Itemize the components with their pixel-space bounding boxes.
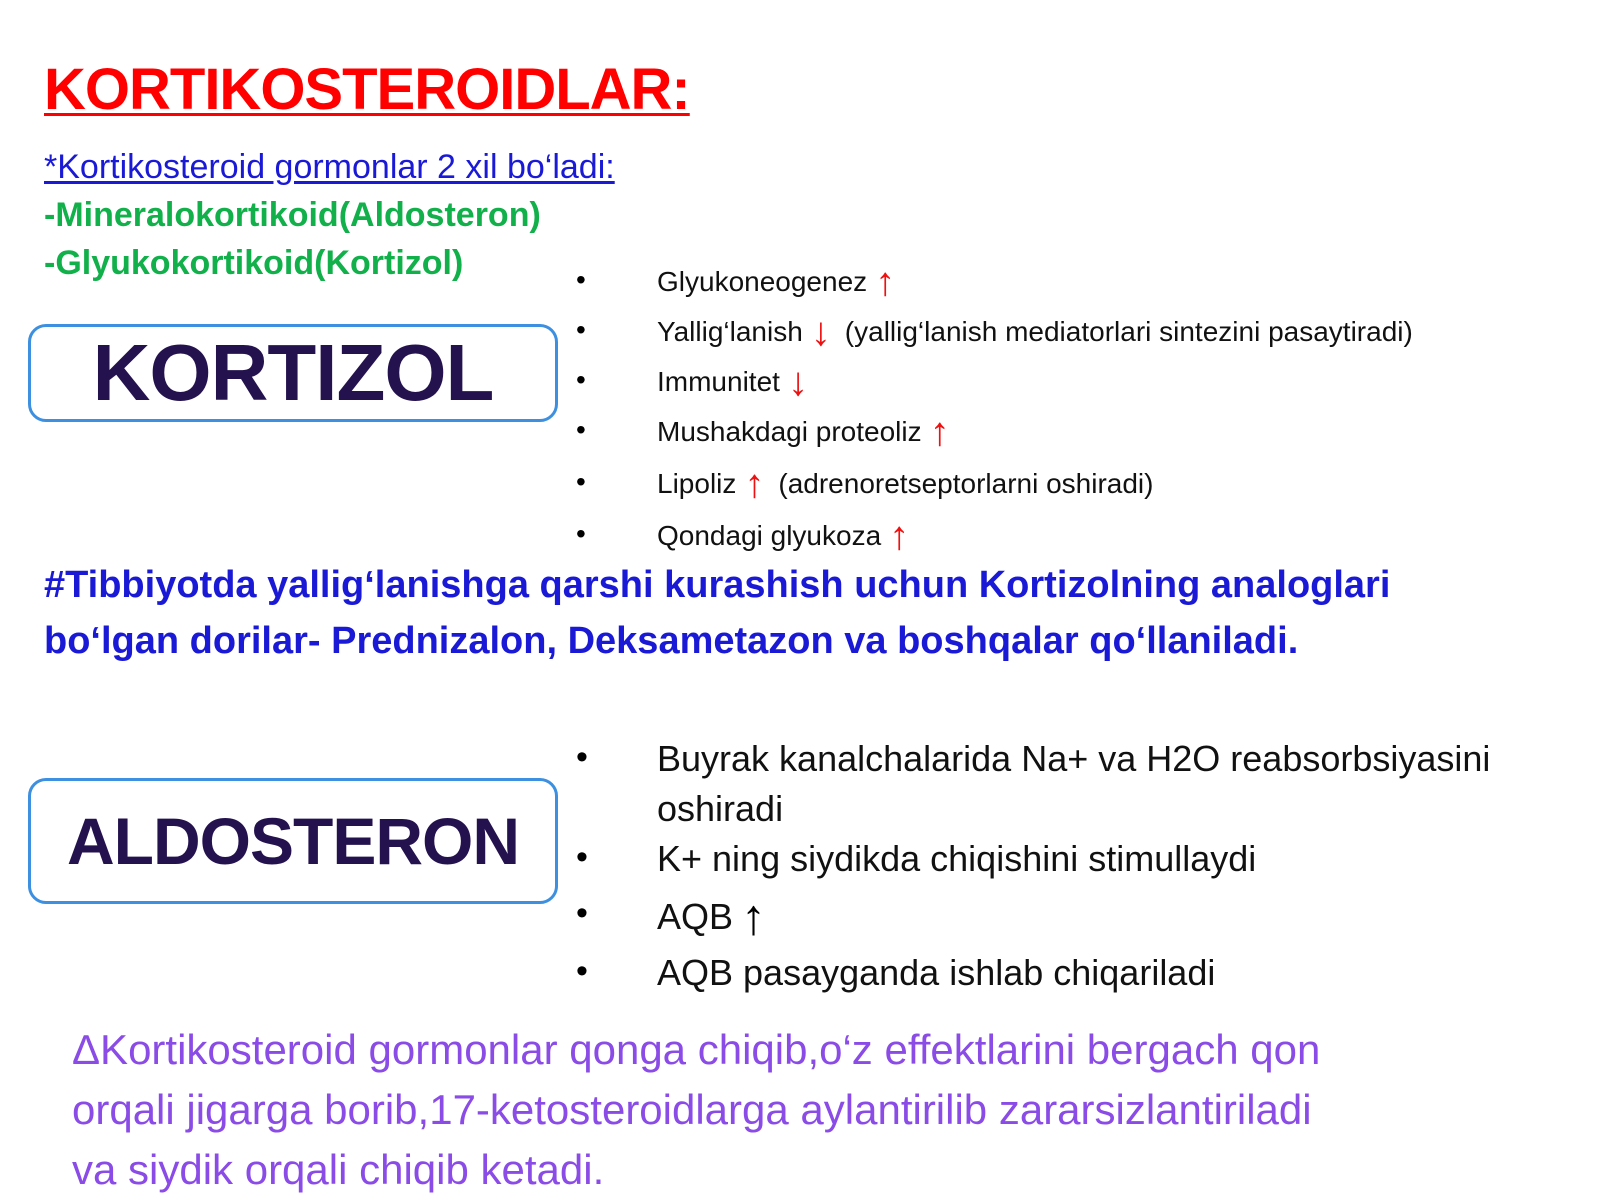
list-item [657, 412, 960, 452]
arrow-up-icon: ↑ [744, 462, 765, 506]
kortizol-box [28, 324, 558, 422]
type-mineralokortikoid: -Mineralokortikoid(Aldosteron) [44, 196, 541, 234]
effect-note: (yallig‘lanish mediatorlari sintezini pasaytiradi) [844, 316, 1413, 347]
page-title: KORTIKOSTEROIDLAR: [44, 57, 690, 122]
list-item [657, 952, 1215, 994]
bullet: • [576, 414, 586, 445]
bullet: • [576, 314, 586, 345]
effect-text: Mushakdagi proteoliz [657, 416, 922, 447]
kortizol-label: KORTIZOL [92, 328, 494, 417]
effect-text: Lipoliz [657, 468, 737, 499]
list-item [657, 464, 1153, 504]
effect-note: (adrenoretseptorlarni oshiradi) [778, 468, 1154, 499]
list-item [657, 738, 1490, 780]
footer-note-line-3: va siydik orqali chiqib ketadi. [72, 1146, 605, 1193]
effect-text: oshiradi [657, 788, 784, 829]
arrow-up-icon: ↑ [741, 889, 767, 945]
bullet: • [576, 838, 588, 876]
list-item [657, 262, 905, 302]
effect-text: Immunitet [657, 366, 780, 397]
arrow-up-icon: ↑ [929, 410, 950, 454]
footer-note-line-1: ΔKortikosteroid gormonlar qonga chiqib,o‘z effektlarini bergach qon [72, 1026, 1321, 1073]
bullet: • [576, 364, 586, 395]
effect-text: AQB [657, 896, 734, 937]
bullet: • [576, 894, 588, 932]
bullet: • [576, 518, 586, 549]
list-item [657, 362, 818, 402]
aldosteron-label: ALDOSTERON [67, 804, 519, 878]
bullet: • [576, 264, 586, 295]
effect-text: Qondagi glyukoza [657, 520, 882, 551]
list-item-continuation [657, 788, 783, 830]
aldosteron-box [28, 778, 558, 904]
arrow-up-icon: ↑ [889, 514, 910, 558]
footer-note-line-2: orqali jigarga borib,17-ketosteroidlarga aylantirilib zararsizlantiriladi [72, 1086, 1312, 1133]
bullet: • [576, 738, 588, 776]
subtitle: *Kortikosteroid gormonlar 2 xil bo‘ladi: [44, 148, 615, 186]
list-item [657, 889, 776, 945]
medicine-note-line-1: #Tibbiyotda yallig‘lanishga qarshi kurashish uchun Kortizolning analoglari [44, 564, 1391, 606]
bullet: • [576, 952, 588, 990]
arrow-down-icon: ↓ [810, 310, 831, 354]
arrow-down-icon: ↓ [787, 360, 808, 404]
list-item [657, 838, 1256, 880]
effect-text: K+ ning siydikda chiqishini stimullaydi [657, 838, 1257, 879]
effect-text: AQB pasayganda ishlab chiqariladi [657, 952, 1216, 993]
medicine-note-line-2: bo‘lgan dorilar- Prednizalon, Deksametazon va boshqalar qo‘llaniladi. [44, 620, 1299, 662]
bullet: • [576, 466, 586, 497]
arrow-up-icon: ↑ [875, 260, 896, 304]
list-item [657, 312, 1413, 352]
effect-text: Buyrak kanalchalarida Na+ va H2O reabsorbsiyasini [657, 738, 1491, 779]
type-glyukokortikoid: -Glyukokortikoid(Kortizol) [44, 244, 464, 282]
effect-text: Glyukoneogenez [657, 266, 868, 297]
effect-text: Yallig‘lanish [657, 316, 803, 347]
list-item [657, 516, 919, 556]
